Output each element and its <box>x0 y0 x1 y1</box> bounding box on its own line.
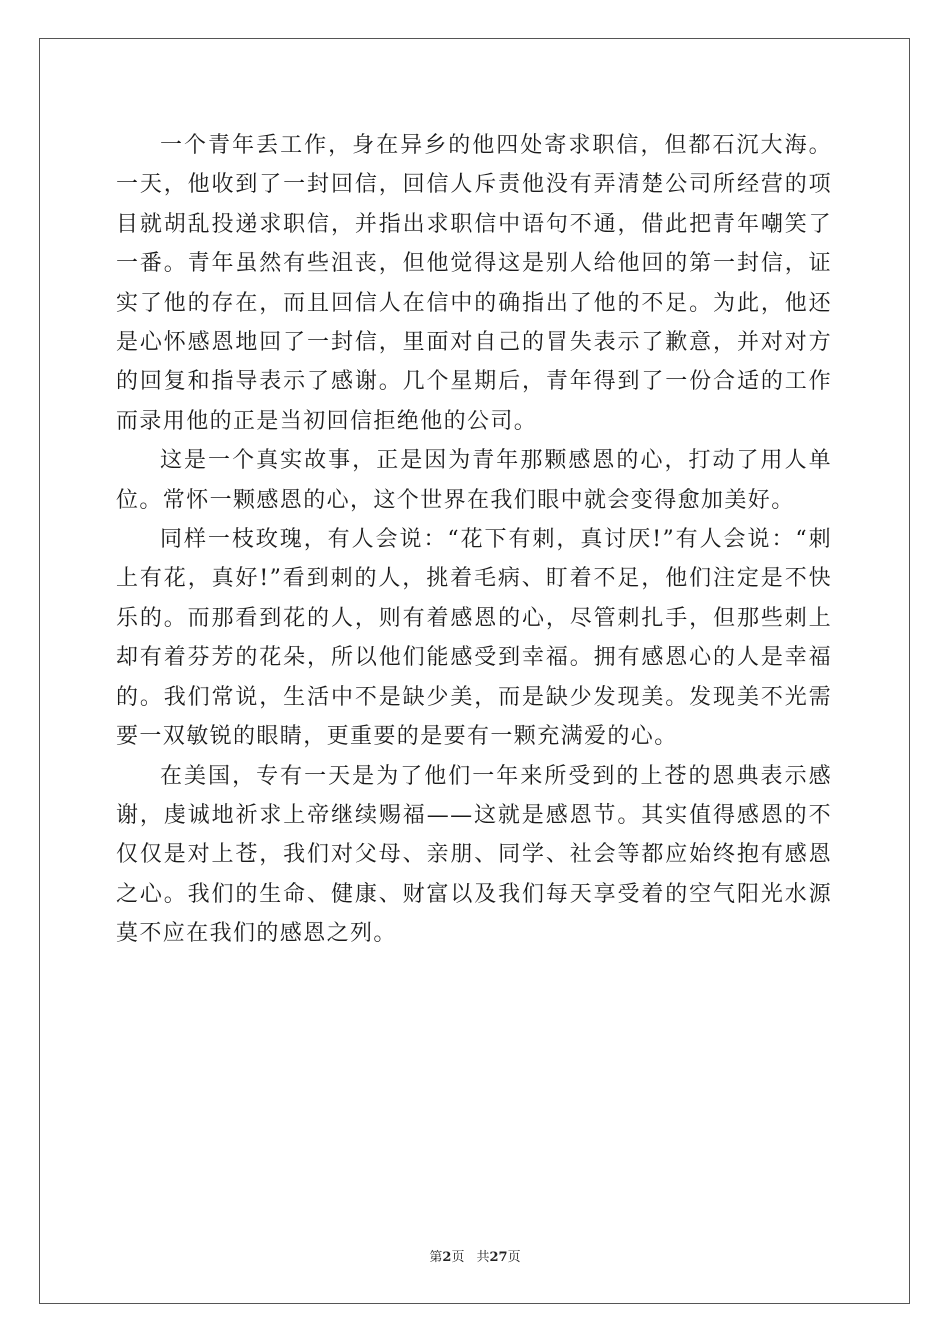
page-number-prefix: 第 <box>429 1250 443 1265</box>
page-footer <box>0 1246 950 1265</box>
document-body <box>116 126 832 954</box>
page-number-suffix: 页 <box>451 1250 465 1265</box>
paragraph-1: 一个青年丢工作，身在异乡的他四处寄求职信，但都石沉大海。一天，他收到了一封回信，回信人斥责他没有弄清楚公司所经营的项目就胡乱投递求职信，并指出求职信中语句不通，借此把青年嘲笑了一番。青年虽然有些沮丧，但他觉得这是别人给他回的第一封信，证实了他的存在，而且回信人在信中的确指出了他的不足。为此，他还是心怀感恩地回了一封信，里面对自己的冒失表示了歉意，并对对方的回复和指导表示了感谢。几个星期后，青年得到了一份合适的工作而录用他的正是当初回信拒绝他的公司。 <box>116 133 832 434</box>
paragraph-4: 在美国，专有一天是为了他们一年来所受到的上苍的恩典表示感谢，虔诚地祈求上帝继续赐福——这就是感恩节。其实值得感恩的不仅仅是对上苍，我们对父母、亲朋、同学、社会等都应始终抱有感恩之心。我们的生命、健康、财富以及我们每天享受着的空气阳光水源莫不应在我们的感恩之列。 <box>116 763 832 947</box>
page-total-suffix: 页 <box>507 1250 521 1265</box>
page-total-prefix: 共 <box>476 1250 490 1265</box>
paragraph-2: 这是一个真实故事，正是因为青年那颗感恩的心，打动了用人单位。常怀一颗感恩的心，这个世界在我们眼中就会变得愈加美好。 <box>116 448 832 513</box>
paragraph-3: 同样一枝玫瑰，有人会说：“花下有刺，真讨厌!”有人会说：“刺上有花，真好!”看到刺的人，挑着毛病、盯着不足，他们注定是不快乐的。而那看到花的人，则有着感恩的心，尽管刺扎手，但那些刺上却有着芬芳的花朵，所以他们能感受到幸福。拥有感恩心的人是幸福的。我们常说，生活中不是缺少美，而是缺少发现美。发现美不光需要一双敏锐的眼睛，更重要的是要有一颗充满爱的心。 <box>116 527 832 750</box>
page-total-count: 27 <box>489 1250 508 1265</box>
page-number-current: 2 <box>442 1250 452 1265</box>
